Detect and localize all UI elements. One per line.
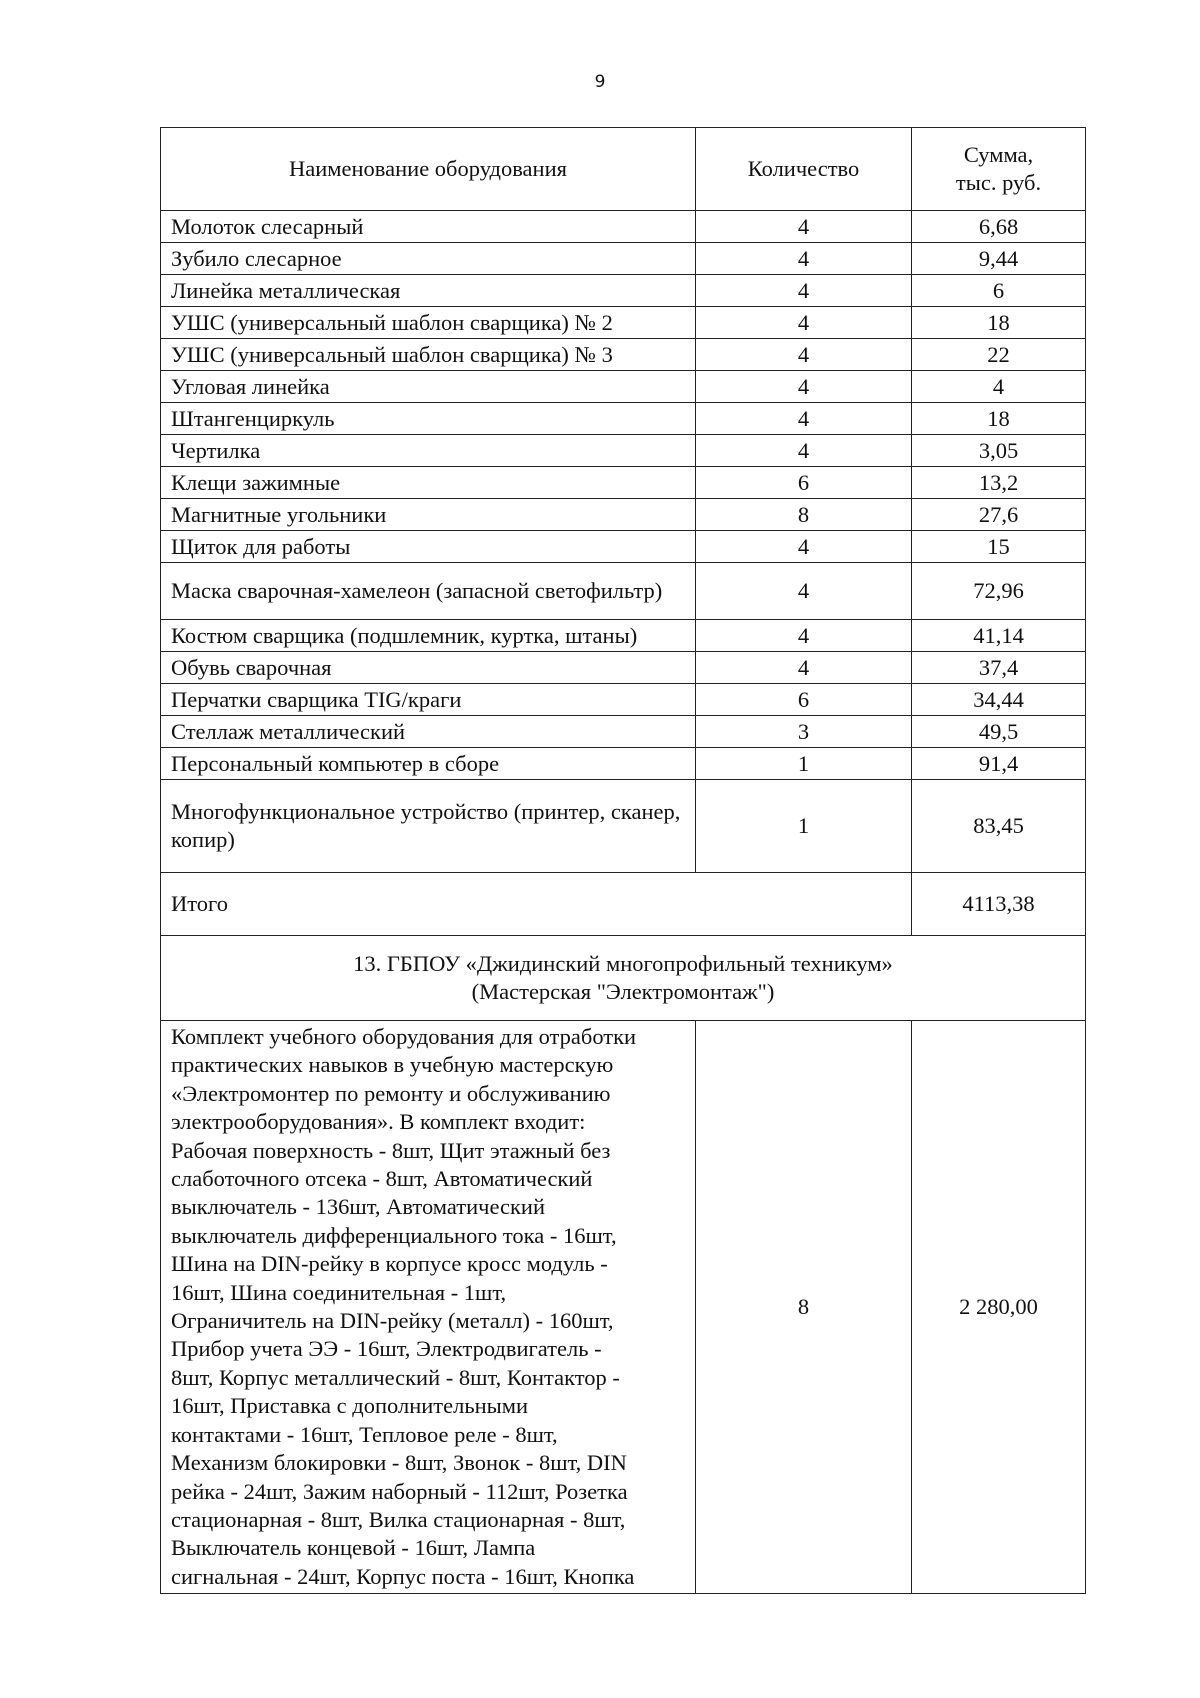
kit-line: выключатель дифференциального тока - 16шт, [171,1222,617,1248]
row-name: Обувь сварочная [161,652,696,684]
row-quantity: 6 [696,684,912,716]
section-heading-row [161,936,1086,1021]
row-sum: 37,4 [912,652,1086,684]
row-quantity: 6 [696,467,912,499]
table-row [161,620,1086,652]
kit-line: Шина на DIN-рейку в корпусе кросс модуль - [171,1251,608,1277]
table-row [161,371,1086,403]
row-quantity: 4 [696,211,912,243]
table-row [161,716,1086,748]
row-sum: 6,68 [912,211,1086,243]
kit-sum: 2 280,00 [912,1021,1086,1594]
row-name: Молоток слесарный [161,211,696,243]
row-sum: 15 [912,531,1086,563]
row-quantity: 8 [696,499,912,531]
kit-line: практических навыков в учебную мастерскую [171,1052,614,1078]
row-quantity: 4 [696,339,912,371]
total-row [161,873,1086,936]
page-number: 9 [594,72,606,92]
table-row [161,403,1086,435]
table-row [161,780,1086,873]
kit-line: электрооборудования». В комплект входит: [171,1109,586,1135]
row-name: Угловая линейка [161,371,696,403]
kit-line: стационарная - 8шт, Вилка стационарная - 8шт, [171,1506,626,1532]
row-sum: 91,4 [912,748,1086,780]
row-sum: 18 [912,403,1086,435]
row-name: Клещи зажимные [161,467,696,499]
row-sum: 9,44 [912,243,1086,275]
kit-line: Прибор учета ЭЭ - 16шт, Электродвигатель - [171,1336,602,1362]
table-row [161,243,1086,275]
kit-line: 16шт, Приставка с дополнительными [171,1393,529,1419]
kit-row [161,1021,1086,1594]
row-sum: 4 [912,371,1086,403]
table-row [161,467,1086,499]
row-quantity: 4 [696,371,912,403]
row-name: УШС (универсальный шаблон сварщика) № 2 [161,307,696,339]
total-sum: 4113,38 [912,873,1086,936]
row-sum: 41,14 [912,620,1086,652]
kit-line: Рабочая поверхность - 8шт, Щит этажный без [171,1137,611,1163]
row-quantity: 4 [696,620,912,652]
header-sum-line2: тыс. руб. [955,170,1042,195]
kit-line: контактами - 16шт, Тепловое реле - 8шт, [171,1421,558,1447]
table-row [161,684,1086,716]
row-sum: 18 [912,307,1086,339]
kit-line: слаботочного отсека - 8шт, Автоматический [171,1166,593,1192]
row-name: Штангенциркуль [161,403,696,435]
table-row [161,307,1086,339]
row-sum: 13,2 [912,467,1086,499]
row-name: Многофункциональное устройство (принтер, сканер, копир) [161,780,696,873]
row-quantity: 4 [696,275,912,307]
kit-line: 16шт, Шина соединительная - 1шт, [171,1279,507,1305]
table-row [161,531,1086,563]
kit-line: «Электромонтер по ремонту и обслуживанию [171,1080,611,1106]
kit-line: выключатель - 136шт, Автоматический [171,1194,545,1220]
row-quantity: 3 [696,716,912,748]
total-label: Итого [161,873,912,936]
row-sum: 22 [912,339,1086,371]
section-title: 13. ГБПОУ «Джидинский многопрофильный техникум» [353,951,893,976]
kit-description [161,1021,696,1594]
row-quantity: 4 [696,652,912,684]
kit-line: сигнальная - 24шт, Корпус поста - 16шт, Кнопка [171,1563,635,1589]
row-quantity: 4 [696,403,912,435]
row-sum: 6 [912,275,1086,307]
row-quantity: 4 [696,563,912,620]
kit-line: рейка - 24шт, Зажим наборный - 112шт, Розетка [171,1478,628,1504]
table-header-row [161,128,1086,211]
table-row [161,275,1086,307]
header-sum [912,128,1086,211]
row-name: Маска сварочная-хамелеон (запасной светофильтр) [161,563,696,620]
row-sum: 83,45 [912,780,1086,873]
row-name: Зубило слесарное [161,243,696,275]
kit-line: Комплект учебного оборудования для отработки [171,1024,637,1049]
row-sum: 3,05 [912,435,1086,467]
row-name: Персональный компьютер в сборе [161,748,696,780]
row-quantity: 1 [696,780,912,873]
kit-quantity: 8 [696,1021,912,1594]
row-name: Линейка металлическая [161,275,696,307]
row-quantity: 4 [696,243,912,275]
row-name: Стеллаж металлический [161,716,696,748]
row-sum: 27,6 [912,499,1086,531]
header-sum-line1: Сумма, [963,142,1034,167]
row-name: УШС (универсальный шаблон сварщика) № 3 [161,339,696,371]
row-name: Щиток для работы [161,531,696,563]
row-quantity: 1 [696,748,912,780]
row-sum: 49,5 [912,716,1086,748]
row-sum: 34,44 [912,684,1086,716]
row-quantity: 4 [696,307,912,339]
table-row [161,339,1086,371]
kit-line: Выключатель концевой - 16шт, Лампа [171,1535,536,1561]
kit-line: Механизм блокировки - 8шт, Звонок - 8шт, DIN [171,1450,627,1476]
row-name: Чертилка [161,435,696,467]
row-quantity: 4 [696,435,912,467]
section-subtitle: (Мастерская "Электромонтаж") [471,979,775,1004]
equipment-table [160,127,1086,1594]
table-row [161,748,1086,780]
kit-line: Ограничитель на DIN-рейку (металл) - 160шт, [171,1308,614,1334]
section-heading [161,936,1086,1021]
table-row [161,435,1086,467]
table-row [161,211,1086,243]
table-row [161,563,1086,620]
header-quantity: Количество [696,128,912,211]
row-name: Магнитные угольники [161,499,696,531]
kit-line: 8шт, Корпус металлический - 8шт, Контактор - [171,1364,620,1390]
header-name: Наименование оборудования [161,128,696,211]
row-name: Костюм сварщика (подшлемник, куртка, штаны) [161,620,696,652]
row-sum: 72,96 [912,563,1086,620]
row-name: Перчатки сварщика TIG/краги [161,684,696,716]
table-row [161,499,1086,531]
row-quantity: 4 [696,531,912,563]
table-row [161,652,1086,684]
